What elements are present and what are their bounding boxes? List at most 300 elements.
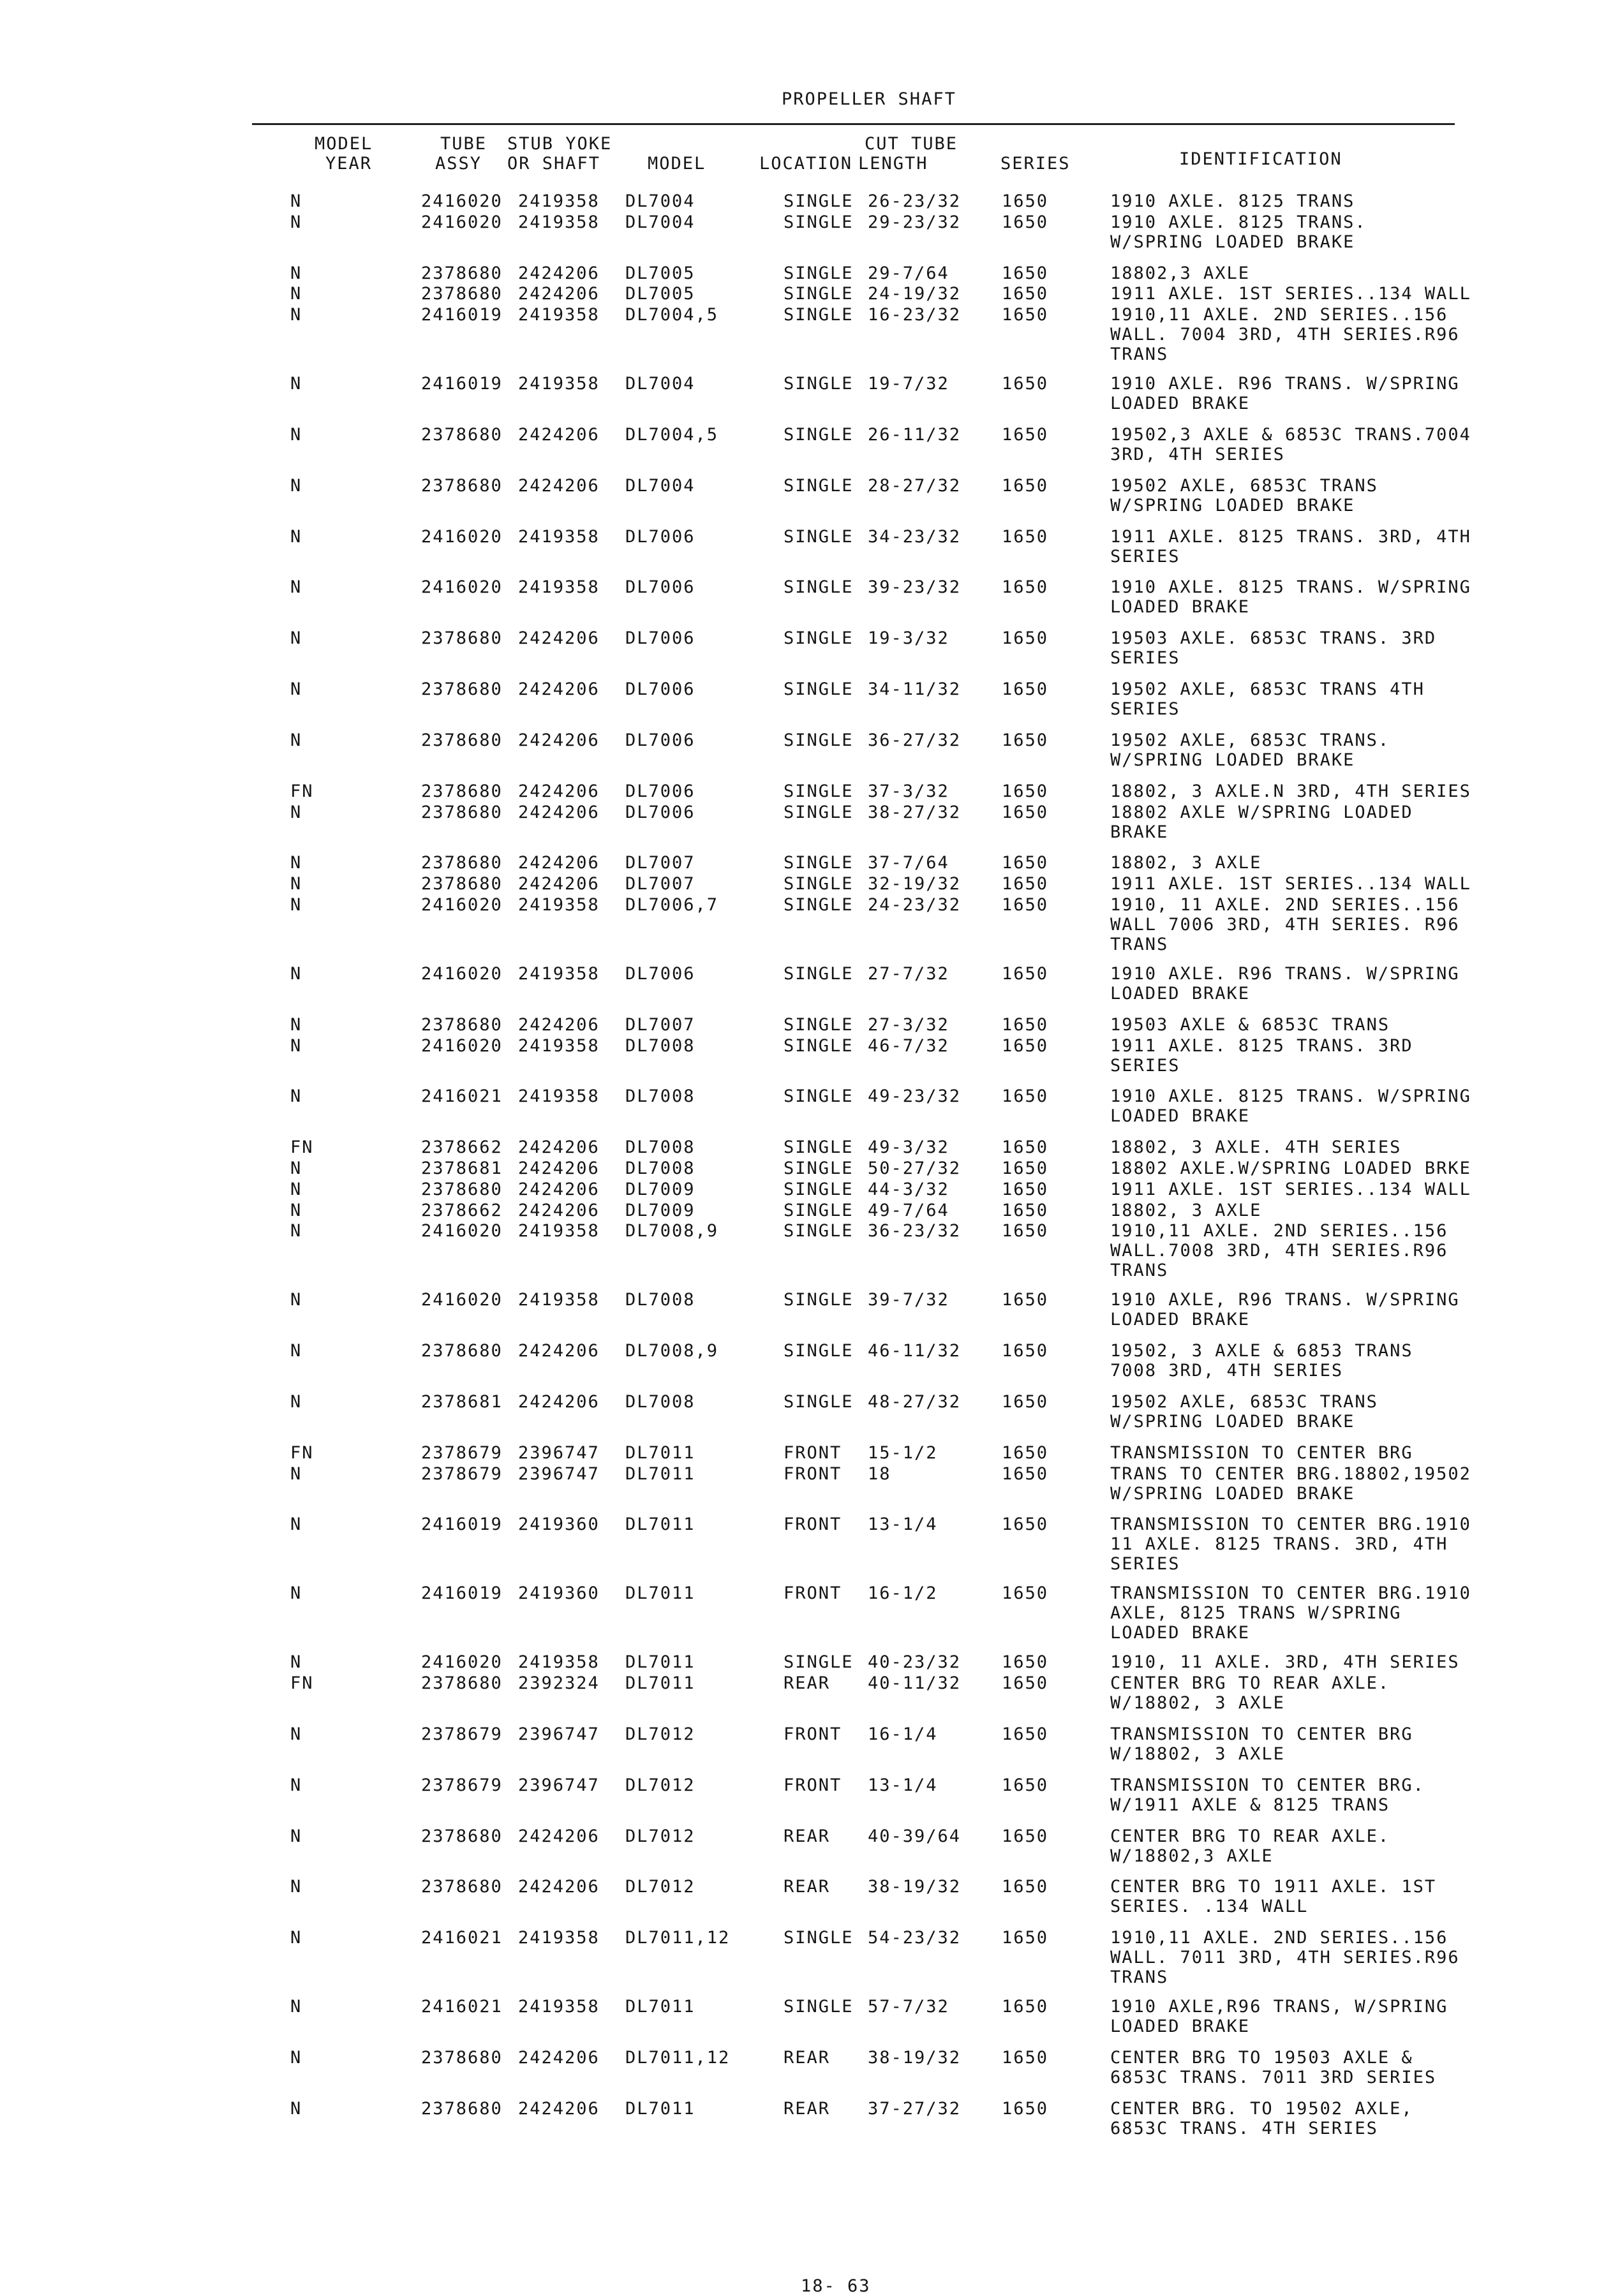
identification-line: CENTER BRG TO 1911 AXLE. 1ST	[1110, 1877, 1437, 1897]
model-cell: DL7006	[625, 526, 695, 547]
tube-assy-cell: 2416020	[421, 1221, 503, 1241]
series-cell: 1650	[1002, 1583, 1049, 1604]
identification-cell	[1110, 1826, 1519, 1866]
tube-assy-cell: 2378679	[421, 1463, 503, 1484]
location-cell: SINGLE	[784, 374, 854, 394]
series-cell: 1650	[1002, 526, 1049, 547]
stub-yoke-cell: 2419358	[518, 526, 600, 547]
tube-assy-cell: 2416020	[421, 963, 503, 984]
stub-yoke-cell: 2424206	[518, 1341, 600, 1361]
cut-length-cell: 27-3/32	[868, 1014, 949, 1035]
tube-assy-cell: 2378679	[421, 1442, 503, 1463]
series-cell: 1650	[1002, 894, 1049, 915]
model-year-cell: N	[290, 894, 302, 915]
tube-assy-cell: 2378680	[421, 2098, 503, 2119]
cut-length-cell: 18	[868, 1463, 891, 1484]
series-cell: 1650	[1002, 1086, 1049, 1107]
model-year-cell: N	[290, 1221, 302, 1241]
identification-line: 1910,11 AXLE. 2ND SERIES..156	[1110, 305, 1448, 325]
identification-cell	[1110, 730, 1519, 770]
identification-cell	[1110, 874, 1519, 894]
model-year-cell: N	[290, 1391, 302, 1412]
stub-yoke-cell: 2396747	[518, 1442, 600, 1463]
cut-length-cell: 49-3/32	[868, 1137, 949, 1158]
location-cell: SINGLE	[784, 1137, 854, 1158]
location-cell: SINGLE	[784, 263, 854, 283]
cut-length-cell: 24-19/32	[868, 284, 962, 304]
model-cell: DL7004	[625, 191, 695, 211]
model-cell: DL7006,7	[625, 894, 719, 915]
model-cell: DL7004,5	[625, 425, 719, 445]
model-cell: DL7005	[625, 284, 695, 304]
cut-length-cell: 16-1/4	[868, 1724, 938, 1744]
location-cell: SINGLE	[784, 1341, 854, 1361]
identification-line: AXLE, 8125 TRANS W/SPRING	[1110, 1603, 1402, 1624]
stub-yoke-cell: 2424206	[518, 802, 600, 822]
cut-length-cell: 46-7/32	[868, 1035, 949, 1056]
series-cell: 1650	[1002, 1442, 1049, 1463]
location-cell: SINGLE	[784, 1014, 854, 1035]
model-year-cell: N	[290, 1035, 302, 1056]
identification-cell	[1110, 1583, 1519, 1643]
cut-length-cell: 38-19/32	[868, 1877, 962, 1897]
model-cell: DL7007	[625, 1014, 695, 1035]
identification-line: W/SPRING LOADED BRAKE	[1110, 232, 1355, 252]
model-year-cell: N	[290, 1583, 302, 1604]
identification-line: TRANS TO CENTER BRG.18802,19502	[1110, 1463, 1471, 1484]
series-cell: 1650	[1002, 1221, 1049, 1241]
stub-yoke-cell: 2424206	[518, 2048, 600, 2068]
identification-line: SERIES	[1110, 546, 1180, 567]
cut-length-cell: 34-23/32	[868, 526, 962, 547]
stub-yoke-cell: 2392324	[518, 1673, 600, 1694]
identification-cell	[1110, 679, 1519, 719]
model-cell: DL7011	[625, 1997, 695, 2017]
cut-length-cell: 38-27/32	[868, 802, 962, 822]
tube-assy-cell: 2378680	[421, 1014, 503, 1035]
identification-cell	[1110, 425, 1519, 464]
identification-line: 1910 AXLE. 8125 TRANS. W/SPRING	[1110, 1086, 1471, 1107]
identification-line: 1911 AXLE. 1ST SERIES..134 WALL	[1110, 284, 1471, 304]
identification-line: WALL. 7011 3RD, 4TH SERIES.R96	[1110, 1948, 1460, 1968]
stub-yoke-cell: 2396747	[518, 1775, 600, 1795]
identification-line: 1911 AXLE. 8125 TRANS. 3RD, 4TH	[1110, 526, 1471, 547]
location-cell: SINGLE	[784, 963, 854, 984]
identification-cell	[1110, 1221, 1519, 1280]
model-cell: DL7011	[625, 1463, 695, 1484]
identification-cell	[1110, 1201, 1519, 1220]
identification-line: LOADED BRAKE	[1110, 1106, 1251, 1127]
model-cell: DL7012	[625, 1877, 695, 1897]
stub-yoke-cell: 2419358	[518, 963, 600, 984]
tube-assy-cell: 2378680	[421, 628, 503, 649]
stub-yoke-cell: 2419358	[518, 191, 600, 211]
model-cell: DL7006	[625, 628, 695, 649]
tube-assy-cell: 2378680	[421, 853, 503, 873]
model-year-cell: FN	[290, 1442, 314, 1463]
tube-assy-cell: 2378680	[421, 425, 503, 445]
identification-line: 3RD, 4TH SERIES	[1110, 445, 1285, 464]
series-cell: 1650	[1002, 1997, 1049, 2017]
header-rule	[252, 123, 1455, 125]
model-cell: DL7008	[625, 1391, 695, 1412]
location-cell: SINGLE	[784, 1179, 854, 1199]
model-year-cell: N	[290, 212, 302, 232]
identification-line: 19502, 3 AXLE & 6853 TRANS	[1110, 1341, 1413, 1361]
header-model-year-1: MODEL	[315, 134, 373, 154]
series-cell: 1650	[1002, 1200, 1049, 1220]
identification-cell	[1110, 1036, 1519, 1076]
model-cell: DL7008	[625, 1290, 695, 1310]
cut-length-cell: 16-1/2	[868, 1583, 938, 1604]
header-model: MODEL	[648, 154, 706, 174]
model-year-cell: N	[290, 374, 302, 394]
model-year-cell: FN	[290, 1137, 314, 1158]
tube-assy-cell: 2378662	[421, 1200, 503, 1220]
model-cell: DL7011,12	[625, 2048, 731, 2068]
model-cell: DL7011	[625, 2098, 695, 2119]
identification-line: TRANSMISSION TO CENTER BRG	[1110, 1724, 1413, 1744]
cut-length-cell: 49-23/32	[868, 1086, 962, 1107]
location-cell: SINGLE	[784, 1200, 854, 1220]
model-year-cell: N	[290, 1463, 302, 1484]
identification-line: 19502 AXLE, 6853C TRANS	[1110, 1391, 1378, 1412]
stub-yoke-cell: 2424206	[518, 1391, 600, 1412]
identification-line: SERIES	[1110, 648, 1180, 669]
series-cell: 1650	[1002, 1035, 1049, 1056]
stub-yoke-cell: 2424206	[518, 284, 600, 304]
series-cell: 1650	[1002, 305, 1049, 325]
identification-line: LOADED BRAKE	[1110, 983, 1251, 1004]
location-cell: REAR	[784, 1826, 831, 1846]
stub-yoke-cell: 2419358	[518, 577, 600, 598]
model-cell: DL7011	[625, 1442, 695, 1463]
tube-assy-cell: 2416020	[421, 1652, 503, 1673]
identification-line: CENTER BRG TO REAR AXLE.	[1110, 1826, 1390, 1846]
model-cell: DL7008	[625, 1035, 695, 1056]
series-cell: 1650	[1002, 1158, 1049, 1178]
header-cut-tube-2: LENGTH	[858, 154, 928, 174]
identification-line: TRANS	[1110, 1261, 1169, 1281]
model-cell: DL7006	[625, 802, 695, 822]
identification-line: W/SPRING LOADED BRAKE	[1110, 750, 1355, 770]
identification-cell	[1110, 1724, 1519, 1764]
model-year-cell: N	[290, 802, 302, 822]
series-cell: 1650	[1002, 475, 1049, 496]
model-year-cell: N	[290, 1775, 302, 1795]
location-cell: FRONT	[784, 1775, 842, 1795]
series-cell: 1650	[1002, 628, 1049, 649]
model-year-cell: N	[290, 191, 302, 211]
identification-line: 1911 AXLE. 1ST SERIES..134 WALL	[1110, 1179, 1471, 1199]
identification-line: LOADED BRAKE	[1110, 2017, 1251, 2037]
tube-assy-cell: 2378680	[421, 1877, 503, 1897]
tube-assy-cell: 2378680	[421, 475, 503, 496]
location-cell: SINGLE	[784, 526, 854, 547]
identification-line: CENTER BRG TO REAR AXLE.	[1110, 1673, 1390, 1694]
series-cell: 1650	[1002, 1652, 1049, 1673]
series-cell: 1650	[1002, 1290, 1049, 1310]
location-cell: SINGLE	[784, 191, 854, 211]
identification-cell	[1110, 191, 1519, 211]
cut-length-cell: 19-3/32	[868, 628, 949, 649]
page-number: 18- 63	[801, 2276, 871, 2296]
model-cell: DL7008,9	[625, 1341, 719, 1361]
stub-yoke-cell: 2419358	[518, 1997, 600, 2017]
model-year-cell: N	[290, 1928, 302, 1948]
model-cell: DL7007	[625, 874, 695, 894]
series-cell: 1650	[1002, 191, 1049, 211]
location-cell: SINGLE	[784, 1997, 854, 2017]
model-cell: DL7008	[625, 1158, 695, 1178]
identification-line: TRANSMISSION TO CENTER BRG	[1110, 1442, 1413, 1463]
model-year-cell: N	[290, 874, 302, 894]
identification-line: 18802, 3 AXLE	[1110, 853, 1262, 873]
header-tube-2: ASSY	[435, 154, 482, 174]
stub-yoke-cell: 2419358	[518, 1290, 600, 1310]
identification-cell	[1110, 1997, 1519, 2036]
model-cell: DL7005	[625, 263, 695, 283]
stub-yoke-cell: 2419358	[518, 1928, 600, 1948]
identification-line: 7008 3RD, 4TH SERIES	[1110, 1361, 1344, 1381]
tube-assy-cell: 2416019	[421, 1583, 503, 1604]
tube-assy-cell: 2416020	[421, 191, 503, 211]
identification-cell	[1110, 263, 1519, 283]
stub-yoke-cell: 2424206	[518, 1877, 600, 1897]
identification-line: SERIES. .134 WALL	[1110, 1897, 1309, 1917]
identification-cell	[1110, 1464, 1519, 1504]
identification-line: SERIES	[1110, 1055, 1180, 1076]
stub-yoke-cell: 2419360	[518, 1515, 600, 1535]
stub-yoke-cell: 2424206	[518, 730, 600, 750]
stub-yoke-cell: 2424206	[518, 1014, 600, 1035]
model-year-cell: N	[290, 305, 302, 325]
series-cell: 1650	[1002, 1137, 1049, 1158]
identification-line: 18802, 3 AXLE. 4TH SERIES	[1110, 1137, 1402, 1158]
identification-cell	[1110, 1015, 1519, 1035]
cut-length-cell: 34-11/32	[868, 679, 962, 700]
tube-assy-cell: 2416019	[421, 305, 503, 325]
series-cell: 1650	[1002, 1826, 1049, 1846]
tube-assy-cell: 2378680	[421, 1673, 503, 1694]
model-year-cell: N	[290, 263, 302, 283]
location-cell: SINGLE	[784, 628, 854, 649]
location-cell: SINGLE	[784, 284, 854, 304]
location-cell: SINGLE	[784, 1290, 854, 1310]
stub-yoke-cell: 2419358	[518, 1221, 600, 1241]
stub-yoke-cell: 2419358	[518, 1035, 600, 1056]
series-cell: 1650	[1002, 874, 1049, 894]
location-cell: SINGLE	[784, 1158, 854, 1178]
series-cell: 1650	[1002, 1515, 1049, 1535]
stub-yoke-cell: 2424206	[518, 628, 600, 649]
model-cell: DL7011,12	[625, 1928, 731, 1948]
model-year-cell: N	[290, 730, 302, 750]
cut-length-cell: 13-1/4	[868, 1515, 938, 1535]
model-year-cell: N	[290, 475, 302, 496]
series-cell: 1650	[1002, 374, 1049, 394]
identification-line: 1910 AXLE, R96 TRANS. W/SPRING	[1110, 1290, 1460, 1310]
location-cell: FRONT	[784, 1724, 842, 1744]
cut-length-cell: 32-19/32	[868, 874, 962, 894]
model-cell: DL7011	[625, 1673, 695, 1694]
tube-assy-cell: 2378680	[421, 781, 503, 801]
cut-length-cell: 19-7/32	[868, 374, 949, 394]
identification-line: SERIES	[1110, 1554, 1180, 1574]
identification-cell	[1110, 2048, 1519, 2087]
model-cell: DL7012	[625, 1826, 695, 1846]
cut-length-cell: 26-11/32	[868, 425, 962, 445]
identification-cell	[1110, 1877, 1519, 1916]
identification-cell	[1110, 1180, 1519, 1199]
cut-length-cell: 46-11/32	[868, 1341, 962, 1361]
identification-cell	[1110, 1928, 1519, 1987]
series-cell: 1650	[1002, 730, 1049, 750]
cut-length-cell: 24-23/32	[868, 894, 962, 915]
identification-line: 1910 AXLE. 8125 TRANS. W/SPRING	[1110, 577, 1471, 598]
identification-cell	[1110, 853, 1519, 873]
stub-yoke-cell: 2424206	[518, 263, 600, 283]
identification-line: TRANSMISSION TO CENTER BRG.1910	[1110, 1583, 1471, 1604]
series-cell: 1650	[1002, 1391, 1049, 1412]
identification-cell	[1110, 284, 1519, 304]
identification-cell	[1110, 1086, 1519, 1126]
location-cell: SINGLE	[784, 577, 854, 598]
identification-line: TRANS	[1110, 934, 1169, 954]
tube-assy-cell: 2378680	[421, 1341, 503, 1361]
identification-line: 18802 AXLE.W/SPRING LOADED BRKE	[1110, 1158, 1471, 1178]
location-cell: SINGLE	[784, 802, 854, 822]
identification-line: LOADED BRAKE	[1110, 1623, 1251, 1643]
stub-yoke-cell: 2424206	[518, 475, 600, 496]
series-cell: 1650	[1002, 1014, 1049, 1035]
tube-assy-cell: 2378680	[421, 1179, 503, 1199]
identification-cell	[1110, 305, 1519, 364]
tube-assy-cell: 2416019	[421, 374, 503, 394]
series-cell: 1650	[1002, 781, 1049, 801]
model-year-cell: FN	[290, 1673, 314, 1694]
stub-yoke-cell: 2424206	[518, 679, 600, 700]
series-cell: 1650	[1002, 263, 1049, 283]
header-stub-1: STUB YOKE	[507, 134, 613, 154]
stub-yoke-cell: 2424206	[518, 2098, 600, 2119]
stub-yoke-cell: 2419360	[518, 1583, 600, 1604]
model-cell: DL7012	[625, 1724, 695, 1744]
identification-line: SERIES	[1110, 699, 1180, 720]
series-cell: 1650	[1002, 679, 1049, 700]
model-year-cell: N	[290, 1290, 302, 1310]
model-year-cell: N	[290, 1826, 302, 1846]
identification-line: WALL.7008 3RD, 4TH SERIES.R96	[1110, 1241, 1448, 1261]
header-stub-2: OR SHAFT	[507, 154, 601, 174]
cut-length-cell: 48-27/32	[868, 1391, 962, 1412]
location-cell: FRONT	[784, 1463, 842, 1484]
model-year-cell: N	[290, 577, 302, 598]
cut-length-cell: 29-23/32	[868, 212, 962, 232]
tube-assy-cell: 2378680	[421, 874, 503, 894]
identification-line: 19502 AXLE, 6853C TRANS 4TH	[1110, 679, 1425, 700]
identification-line: 18802,3 AXLE	[1110, 263, 1251, 283]
model-cell: DL7004	[625, 374, 695, 394]
model-cell: DL7008	[625, 1137, 695, 1158]
stub-yoke-cell: 2419358	[518, 1086, 600, 1107]
identification-cell	[1110, 895, 1519, 954]
series-cell: 1650	[1002, 802, 1049, 822]
identification-line: WALL. 7004 3RD, 4TH SERIES.R96	[1110, 325, 1460, 345]
identification-cell	[1110, 1159, 1519, 1178]
model-year-cell: N	[290, 2098, 302, 2119]
identification-line: TRANSMISSION TO CENTER BRG.1910	[1110, 1515, 1471, 1535]
location-cell: SINGLE	[784, 1652, 854, 1673]
identification-line: CENTER BRG TO 19503 AXLE &	[1110, 2048, 1413, 2068]
cut-length-cell: 26-23/32	[868, 191, 962, 211]
model-cell: DL7011	[625, 1583, 695, 1604]
cut-length-cell: 40-11/32	[868, 1673, 962, 1694]
identification-line: W/18802, 3 AXLE	[1110, 1744, 1285, 1764]
cut-length-cell: 15-1/2	[868, 1442, 938, 1463]
series-cell: 1650	[1002, 1673, 1049, 1694]
identification-cell	[1110, 476, 1519, 515]
location-cell: SINGLE	[784, 425, 854, 445]
identification-line: 1910 AXLE. 8125 TRANS.	[1110, 212, 1367, 232]
model-year-cell: N	[290, 1997, 302, 2017]
location-cell: SINGLE	[784, 781, 854, 801]
identification-cell	[1110, 1775, 1519, 1815]
cut-length-cell: 16-23/32	[868, 305, 962, 325]
model-year-cell: N	[290, 963, 302, 984]
stub-yoke-cell: 2424206	[518, 1137, 600, 1158]
series-cell: 1650	[1002, 1775, 1049, 1795]
location-cell: FRONT	[784, 1515, 842, 1535]
location-cell: REAR	[784, 1673, 831, 1694]
identification-line: W/SPRING LOADED BRAKE	[1110, 495, 1355, 515]
stub-yoke-cell: 2424206	[518, 1158, 600, 1178]
identification-line: 19502 AXLE, 6853C TRANS.	[1110, 730, 1390, 750]
identification-line: LOADED BRAKE	[1110, 1310, 1251, 1330]
header-model-year-2: YEAR	[325, 154, 373, 174]
tube-assy-cell: 2416020	[421, 577, 503, 598]
identification-cell	[1110, 212, 1519, 252]
model-year-cell: FN	[290, 781, 314, 801]
cut-length-cell: 40-23/32	[868, 1652, 962, 1673]
tube-assy-cell: 2416020	[421, 1290, 503, 1310]
model-cell: DL7012	[625, 1775, 695, 1795]
identification-cell	[1110, 1290, 1519, 1329]
series-cell: 1650	[1002, 853, 1049, 873]
cut-length-cell: 27-7/32	[868, 963, 949, 984]
location-cell: SINGLE	[784, 1086, 854, 1107]
identification-cell	[1110, 1515, 1519, 1574]
series-cell: 1650	[1002, 425, 1049, 445]
model-cell: DL7006	[625, 730, 695, 750]
identification-line: 1910, 11 AXLE. 3RD, 4TH SERIES	[1110, 1652, 1460, 1673]
identification-line: LOADED BRAKE	[1110, 597, 1251, 618]
identification-line: W/18802, 3 AXLE	[1110, 1693, 1285, 1714]
stub-yoke-cell: 2396747	[518, 1463, 600, 1484]
cut-length-cell: 37-7/64	[868, 853, 949, 873]
identification-line: 19502 AXLE, 6853C TRANS	[1110, 475, 1378, 496]
tube-assy-cell: 2416019	[421, 1515, 503, 1535]
model-cell: DL7007	[625, 853, 695, 873]
tube-assy-cell: 2416020	[421, 212, 503, 232]
tube-assy-cell: 2416021	[421, 1086, 503, 1107]
model-cell: DL7006	[625, 679, 695, 700]
model-cell: DL7006	[625, 577, 695, 598]
identification-line: 1910, 11 AXLE. 2ND SERIES..156	[1110, 894, 1460, 915]
cut-length-cell: 49-7/64	[868, 1200, 949, 1220]
series-cell: 1650	[1002, 1341, 1049, 1361]
model-year-cell: N	[290, 425, 302, 445]
